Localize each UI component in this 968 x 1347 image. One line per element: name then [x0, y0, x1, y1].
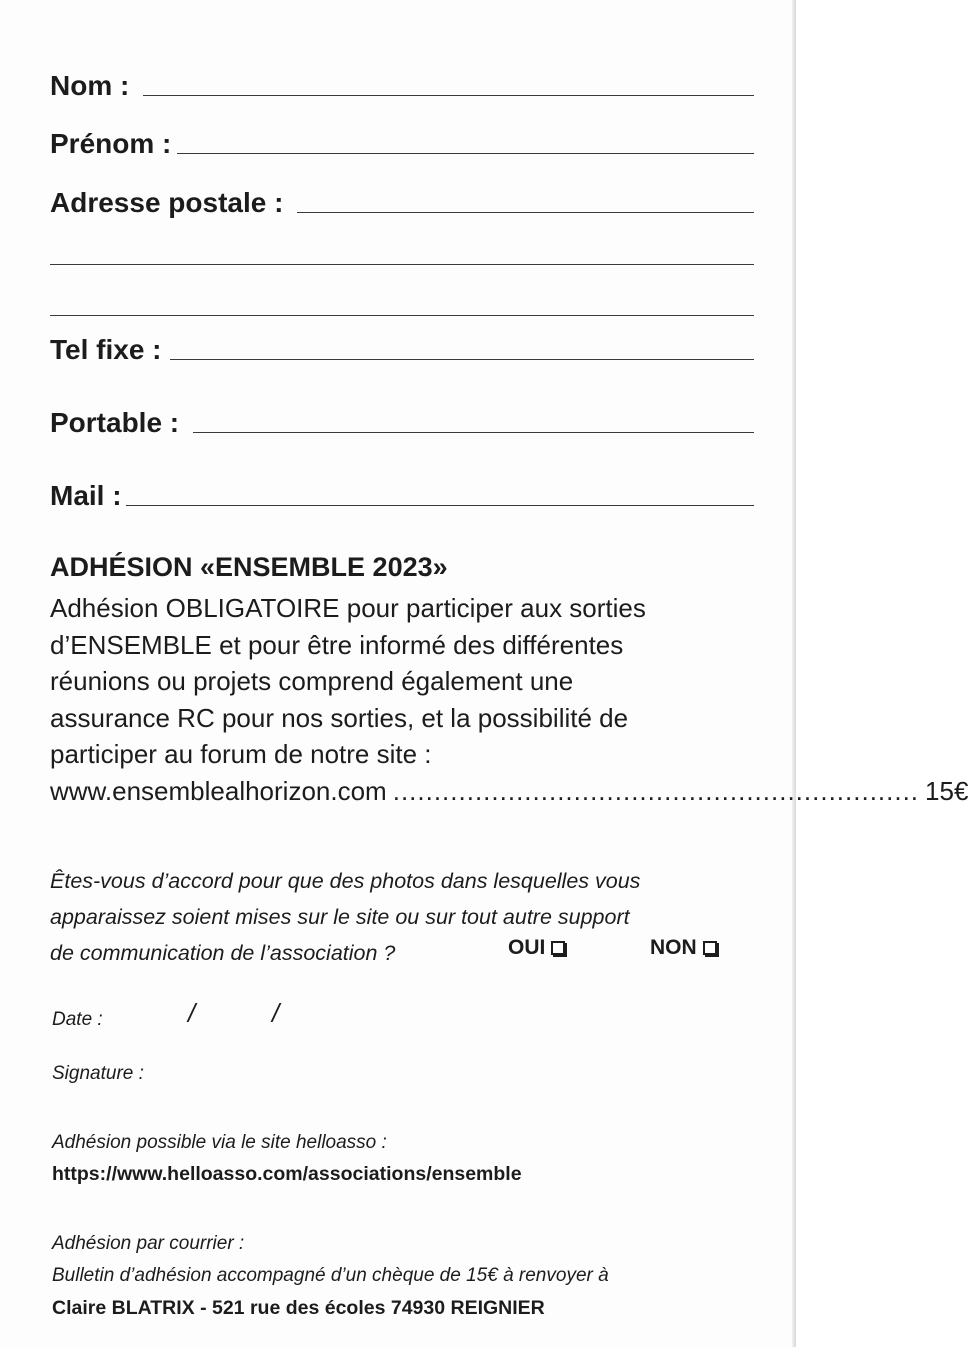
- adresse-line-3[interactable]: [50, 315, 754, 316]
- non-checkbox[interactable]: [703, 941, 717, 955]
- prenom-field[interactable]: [50, 130, 754, 158]
- adresse-label: Adresse postale :: [50, 187, 284, 218]
- oui-label: OUI: [508, 936, 546, 959]
- courrier-address: Claire BLATRIX - 521 rue des écoles 74930 REIGNIER: [52, 1297, 545, 1319]
- date-label: Date :: [52, 1009, 103, 1030]
- mail-line[interactable]: [126, 505, 754, 506]
- tel-fixe-line[interactable]: [170, 359, 754, 360]
- oui-checkbox[interactable]: [551, 941, 565, 955]
- adhesion-title: ADHÉSION «ENSEMBLE 2023»: [50, 552, 448, 582]
- helloasso-url[interactable]: https://www.helloasso.com/associations/ensemble: [52, 1163, 522, 1185]
- portable-field[interactable]: [50, 409, 754, 437]
- question-line: apparaissez soient mises sur le site ou sur tout autre support: [50, 905, 630, 929]
- date-separator: /: [188, 998, 196, 1028]
- leader-dots: ................................................................: [392, 775, 920, 806]
- website-text: www.ensemblealhorizon.com: [50, 775, 387, 806]
- price-value: 15€: [925, 775, 968, 806]
- non-option[interactable]: [650, 936, 717, 960]
- question-line: Êtes-vous d’accord pour que des photos dans lesquelles vous: [50, 869, 641, 893]
- price-row: [50, 773, 968, 810]
- portable-label: Portable :: [50, 407, 180, 438]
- tel-fixe-field[interactable]: [50, 336, 754, 364]
- nom-line[interactable]: [143, 95, 754, 96]
- adhesion-line: réunions ou projets comprend également une: [50, 666, 574, 696]
- nom-label: Nom :: [50, 70, 130, 101]
- mail-label: Mail :: [50, 480, 122, 511]
- adhesion-line: Adhésion OBLIGATOIRE pour participer aux sorties: [50, 593, 646, 623]
- date-separator: /: [272, 998, 280, 1028]
- adresse-field[interactable]: [50, 189, 754, 217]
- adhesion-description: [50, 590, 968, 809]
- nom-field[interactable]: [50, 72, 754, 100]
- tel-fixe-label: Tel fixe :: [50, 334, 162, 365]
- courrier-label: Adhésion par courrier :: [52, 1233, 245, 1254]
- mail-field[interactable]: [50, 482, 754, 510]
- prenom-line[interactable]: [177, 153, 754, 154]
- courrier-text: Bulletin d’adhésion accompagné d’un chèque de 15€ à renvoyer à: [52, 1265, 609, 1286]
- adresse-line-2[interactable]: [50, 264, 754, 265]
- adhesion-line: assurance RC pour nos sorties, et la possibilité de: [50, 702, 629, 733]
- prenom-label: Prénom :: [50, 128, 172, 159]
- non-label: NON: [650, 936, 697, 959]
- question-line: de communication de l’association ?: [50, 941, 396, 965]
- oui-option[interactable]: [508, 936, 565, 960]
- helloasso-label: Adhésion possible via le site helloasso :: [52, 1132, 387, 1153]
- page-edge: [792, 0, 796, 1347]
- signature-label: Signature :: [52, 1063, 144, 1084]
- adresse-line[interactable]: [297, 212, 754, 213]
- adhesion-line: d’ENSEMBLE et pour être informé des différentes: [50, 629, 624, 660]
- portable-line[interactable]: [193, 432, 754, 433]
- adhesion-line: participer au forum de notre site :: [50, 739, 432, 769]
